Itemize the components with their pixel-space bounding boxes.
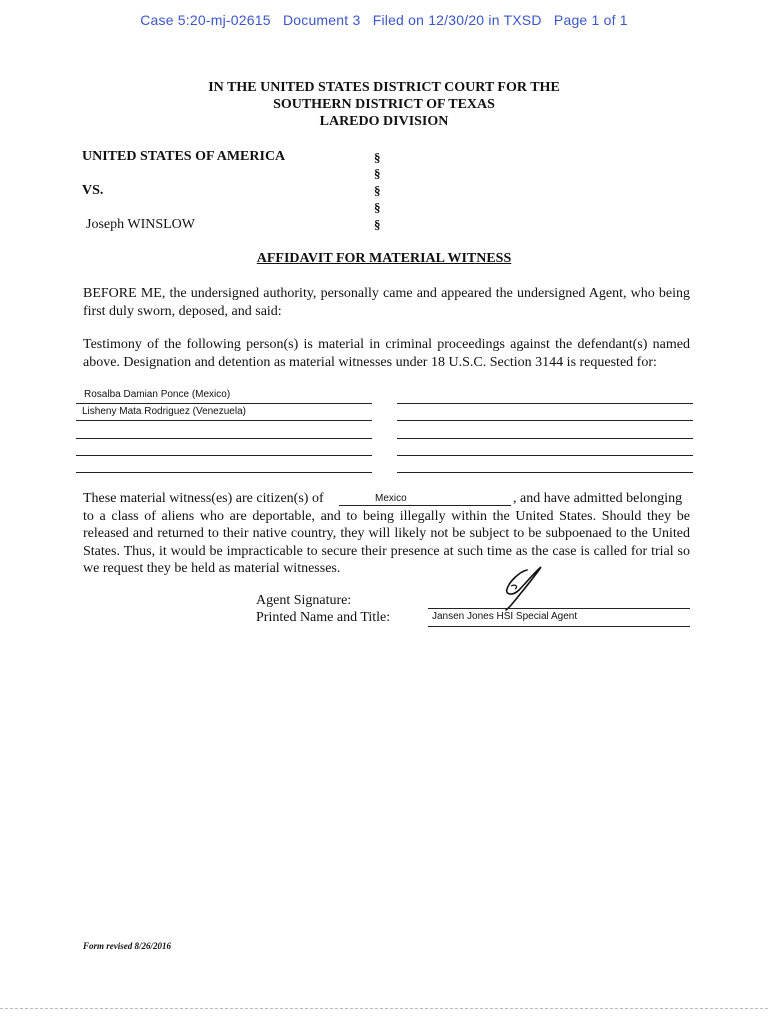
section-mark: § <box>374 217 381 232</box>
section-mark: § <box>374 200 381 215</box>
paragraph-citizenship <box>83 490 690 578</box>
section-mark: § <box>374 150 381 165</box>
printed-name-value: Jansen Jones HSI Special Agent <box>432 611 578 622</box>
witness-line <box>76 420 372 421</box>
agent-signature-label: Agent Signature: <box>256 593 352 608</box>
paragraph-deportable: to a class of aliens who are deportable, and to being illegally within the United States. Should they be released and returned to their native country, they will likely not be subject to be subpoenaed to the United States. Thus, it would be impracticable to secure their presence at such time as the case is called for trial so we request they be held as material witnesses. <box>83 508 690 576</box>
witness-line <box>76 403 372 404</box>
witness-name-1: Rosalba Damian Ponce (Mexico) <box>84 389 231 400</box>
citizenship-prefix: These material witness(es) are citizen(s) of <box>83 491 324 506</box>
handwritten-signature <box>495 562 555 612</box>
witness-line <box>397 403 693 404</box>
section-mark: § <box>374 183 381 198</box>
witness-line <box>76 455 372 456</box>
affidavit-title: AFFIDAVIT FOR MATERIAL WITNESS <box>256 251 512 266</box>
witness-line <box>76 438 372 439</box>
citizenship-line <box>339 505 511 506</box>
witness-name-2: Lisheny Mata Rodriguez (Venezuela) <box>82 406 246 417</box>
witness-line <box>76 472 372 473</box>
paragraph-testimony: Testimony of the following person(s) is material in criminal proceedings against the defendant(s) named above. Designation and detention as material witnesses under 18 U.S.C. Section 3144 is requested for: <box>83 337 690 370</box>
paragraph-before-me: BEFORE ME, the undersigned authority, personally came and appeared the undersigned Agent, who being first duly sworn, deposed, and said: <box>83 286 690 319</box>
witness-line <box>397 438 693 439</box>
court-name-line2: SOUTHERN DISTRICT OF TEXAS <box>273 97 495 112</box>
printed-name-line <box>428 626 690 627</box>
court-name-line1: IN THE UNITED STATES DISTRICT COURT FOR THE <box>208 80 560 95</box>
witness-line <box>397 455 693 456</box>
defendant-name: Joseph WINSLOW <box>86 217 196 232</box>
section-mark: § <box>374 166 381 181</box>
form-revision-note: Form revised 8/26/2016 <box>83 941 171 951</box>
citizenship-suffix: , and have admitted belonging <box>513 491 683 506</box>
bottom-edge-rule <box>0 1008 768 1009</box>
signature-line <box>428 608 690 609</box>
citizenship-value: Mexico <box>375 493 407 504</box>
plaintiff-name: UNITED STATES OF AMERICA <box>82 149 286 164</box>
court-division: LAREDO DIVISION <box>319 114 449 129</box>
witness-line <box>397 472 693 473</box>
document-filing-header: Case 5:20-mj-02615 Document 3 Filed on 12/30/20 in TXSD Page 1 of 1 <box>140 12 628 28</box>
witness-line <box>397 420 693 421</box>
versus-label: VS. <box>82 183 104 198</box>
printed-name-label: Printed Name and Title: <box>256 610 391 625</box>
